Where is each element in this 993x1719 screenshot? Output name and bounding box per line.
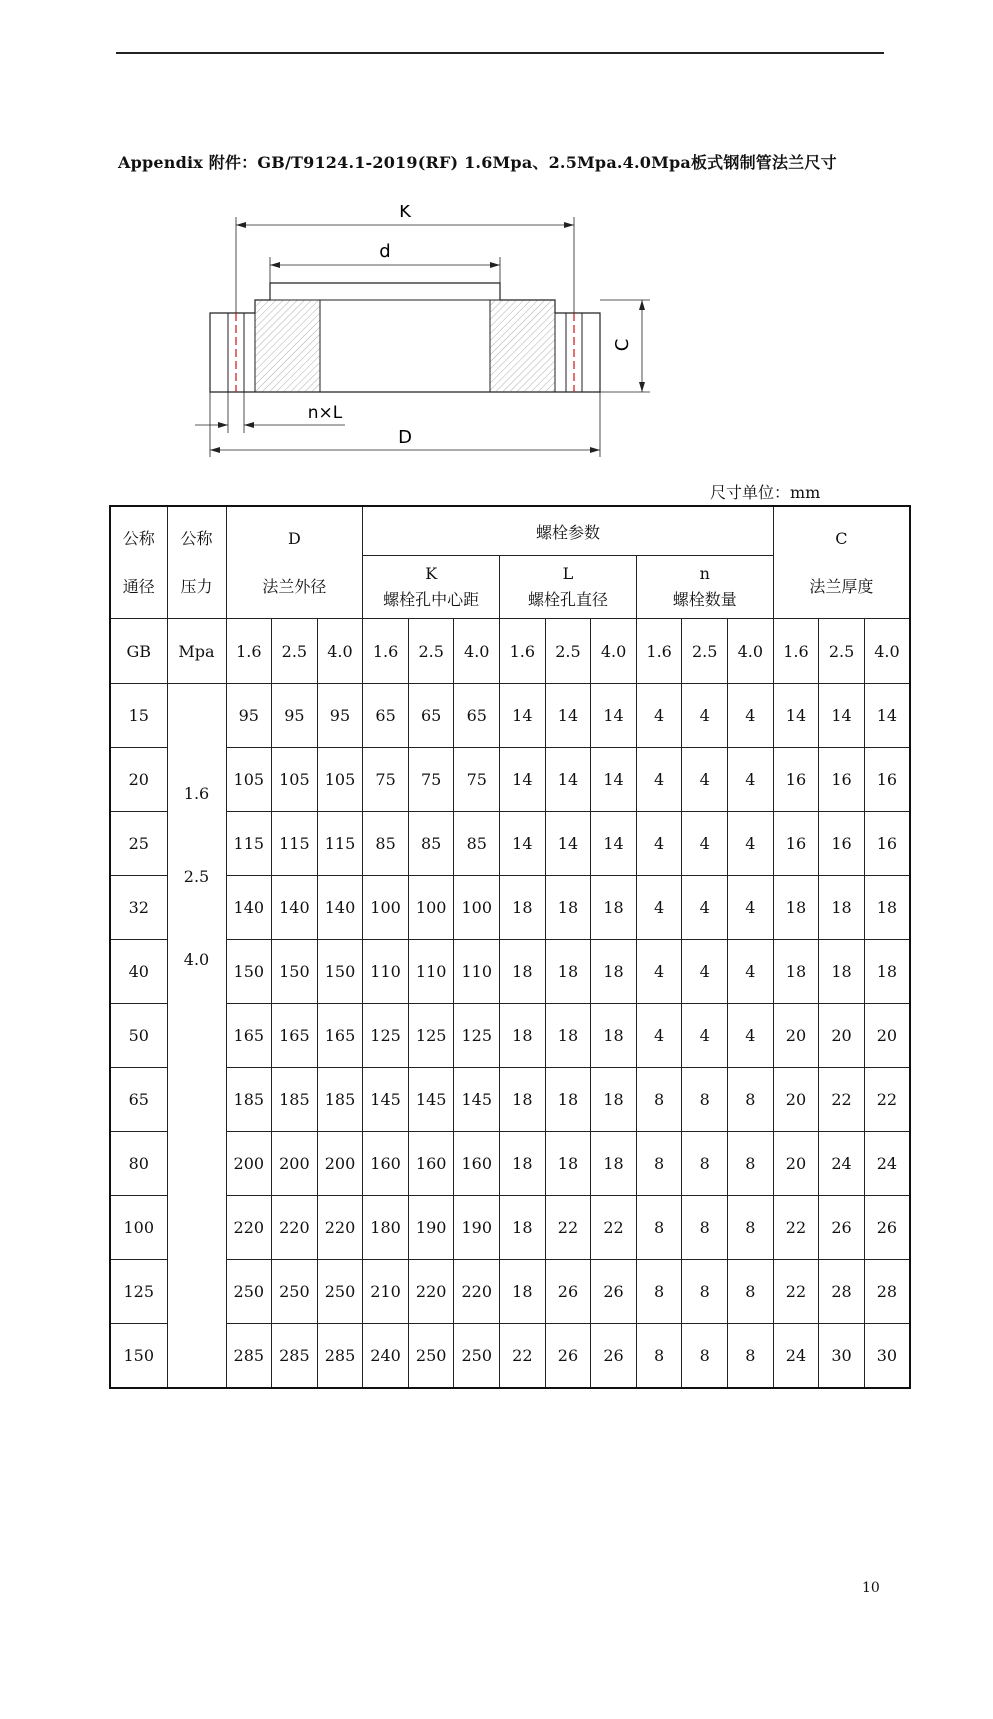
cell-d: 150 [226,940,272,1004]
label-nl: n×L [307,403,343,423]
cell-l: 14 [500,812,546,876]
cell-l: 26 [545,1324,591,1389]
cell-dn: 32 [110,876,167,940]
cell-k: 145 [454,1068,500,1132]
cell-c: 18 [864,876,910,940]
cell-l: 18 [545,876,591,940]
cell-dn: 65 [110,1068,167,1132]
header-nominal-diameter: 公称 通径 [110,506,167,619]
cell-k: 160 [363,1132,409,1196]
cell-k: 125 [408,1004,454,1068]
cell-c: 22 [773,1260,819,1324]
cell-d: 140 [317,876,363,940]
cell-l: 14 [500,748,546,812]
cell-c: 20 [773,1004,819,1068]
cell-c: 22 [864,1068,910,1132]
cell-k: 220 [454,1260,500,1324]
cell-n: 4 [636,876,682,940]
cell-k: 75 [408,748,454,812]
cell-d: 115 [317,812,363,876]
cell-n: 4 [636,684,682,748]
cell-c: 18 [864,940,910,1004]
cell-d: 185 [272,1068,318,1132]
cell-l: 18 [545,940,591,1004]
cell-l: 14 [545,812,591,876]
page-title: Appendix 附件：GB/T9124.1-2019(RF) 1.6Mpa、2.5Mpa.4.0Mpa板式钢制管法兰尺寸 [118,153,837,172]
subheader-k-pressure: 2.5 [408,619,454,684]
flange-dimension-table [109,505,911,1389]
cell-n: 4 [682,684,728,748]
cell-d: 220 [272,1196,318,1260]
cell-d: 150 [272,940,318,1004]
cell-n: 4 [728,684,774,748]
cell-c: 18 [773,876,819,940]
cell-c: 14 [773,684,819,748]
cell-n: 4 [728,876,774,940]
cell-pressure-column [167,684,226,1389]
cell-d: 250 [226,1260,272,1324]
cell-k: 75 [454,748,500,812]
cell-c: 20 [773,1132,819,1196]
cell-k: 65 [454,684,500,748]
cell-l: 22 [500,1324,546,1389]
cell-n: 8 [636,1132,682,1196]
cell-l: 18 [591,1004,637,1068]
cell-d: 140 [226,876,272,940]
cell-k: 220 [408,1260,454,1324]
left-hatch [255,300,320,392]
label-c: C [612,338,633,352]
pressure-value: 2.5 [183,867,210,886]
flange-diagram [180,205,740,465]
cell-d: 220 [317,1196,363,1260]
header-c: C 法兰厚度 [773,506,910,619]
cell-l: 14 [545,684,591,748]
subheader-l-pressure: 1.6 [500,619,546,684]
cell-n: 4 [728,812,774,876]
cell-d: 95 [317,684,363,748]
cell-c: 30 [864,1324,910,1389]
header-bolt-params: 螺栓参数 [363,506,773,556]
cell-d: 185 [226,1068,272,1132]
cell-n: 4 [728,748,774,812]
cell-l: 26 [591,1324,637,1389]
subheader-n-pressure: 1.6 [636,619,682,684]
cell-d: 250 [317,1260,363,1324]
cell-k: 190 [454,1196,500,1260]
cell-n: 4 [682,812,728,876]
cell-dn: 20 [110,748,167,812]
cell-d: 200 [317,1132,363,1196]
subheader-mpa: Mpa [167,619,226,684]
cell-l: 18 [591,1132,637,1196]
cell-c: 14 [819,684,865,748]
cell-k: 110 [363,940,409,1004]
cell-n: 4 [728,1004,774,1068]
cell-c: 20 [864,1004,910,1068]
subheader-n-pressure: 4.0 [728,619,774,684]
cell-c: 28 [819,1260,865,1324]
cell-d: 115 [226,812,272,876]
pressure-value: 1.6 [183,784,210,803]
cell-n: 4 [682,876,728,940]
cell-n: 8 [636,1324,682,1389]
cell-c: 28 [864,1260,910,1324]
cell-l: 26 [591,1260,637,1324]
cell-k: 110 [408,940,454,1004]
cell-k: 145 [363,1068,409,1132]
cell-n: 4 [682,940,728,1004]
cell-l: 18 [591,940,637,1004]
table-row [110,812,910,876]
cell-l: 18 [545,1004,591,1068]
cell-d: 200 [272,1132,318,1196]
cell-n: 8 [636,1260,682,1324]
cell-l: 18 [500,1196,546,1260]
cell-k: 85 [363,812,409,876]
cell-k: 65 [408,684,454,748]
cell-l: 14 [545,748,591,812]
unit-note: 尺寸单位：mm [710,483,821,502]
cell-l: 18 [545,1068,591,1132]
cell-k: 65 [363,684,409,748]
cell-d: 105 [226,748,272,812]
cell-l: 18 [500,1132,546,1196]
header-l: L 螺栓孔直径 [500,556,637,619]
cell-k: 125 [363,1004,409,1068]
cell-d: 165 [317,1004,363,1068]
cell-d: 285 [226,1324,272,1389]
cell-k: 85 [454,812,500,876]
header-nominal-pressure: 公称 压力 [167,506,226,619]
cell-k: 160 [454,1132,500,1196]
cell-n: 8 [728,1132,774,1196]
cell-dn: 50 [110,1004,167,1068]
cell-l: 18 [500,1260,546,1324]
cell-n: 8 [728,1260,774,1324]
subheader-gb: GB [110,619,167,684]
top-rule [116,52,884,54]
cell-l: 14 [591,812,637,876]
header-n: n 螺栓数量 [636,556,773,619]
cell-k: 100 [454,876,500,940]
cell-c: 18 [819,876,865,940]
cell-k: 110 [454,940,500,1004]
header-d: D 法兰外径 [226,506,363,619]
subheader-k-pressure: 4.0 [454,619,500,684]
cell-d: 185 [317,1068,363,1132]
cell-n: 8 [682,1068,728,1132]
subheader-d-pressure: 4.0 [317,619,363,684]
cell-dn: 40 [110,940,167,1004]
cell-l: 18 [591,1068,637,1132]
cell-c: 24 [773,1324,819,1389]
cell-l: 18 [545,1132,591,1196]
subheader-d-pressure: 1.6 [226,619,272,684]
cell-l: 14 [591,748,637,812]
table-row [110,748,910,812]
cell-dn: 15 [110,684,167,748]
header-k: K 螺栓孔中心距 [363,556,500,619]
cell-c: 22 [819,1068,865,1132]
cell-c: 24 [819,1132,865,1196]
label-d: d [379,241,391,262]
cell-d: 105 [272,748,318,812]
cell-d: 285 [272,1324,318,1389]
cell-k: 125 [454,1004,500,1068]
cell-n: 8 [682,1324,728,1389]
cell-l: 14 [500,684,546,748]
cell-c: 20 [773,1068,819,1132]
cell-d: 250 [272,1260,318,1324]
cell-dn: 125 [110,1260,167,1324]
cell-c: 26 [864,1196,910,1260]
cell-d: 165 [226,1004,272,1068]
cell-k: 190 [408,1196,454,1260]
cell-c: 30 [819,1324,865,1389]
cell-l: 22 [545,1196,591,1260]
cell-n: 8 [682,1260,728,1324]
cell-d: 200 [226,1132,272,1196]
table-row [110,1324,910,1389]
cell-k: 100 [408,876,454,940]
cell-n: 4 [636,1004,682,1068]
right-hatch [490,300,555,392]
cell-k: 75 [363,748,409,812]
cell-c: 16 [773,748,819,812]
subheader-c-pressure: 4.0 [864,619,910,684]
subheader-d-pressure: 2.5 [272,619,318,684]
cell-l: 22 [591,1196,637,1260]
cell-dn: 80 [110,1132,167,1196]
cell-c: 14 [864,684,910,748]
table-row [110,1132,910,1196]
cell-c: 16 [819,748,865,812]
page-number: 10 [862,1580,880,1596]
cell-n: 8 [728,1324,774,1389]
cell-k: 250 [408,1324,454,1389]
cell-c: 16 [773,812,819,876]
cell-l: 18 [500,1068,546,1132]
cell-d: 165 [272,1004,318,1068]
cell-n: 8 [728,1196,774,1260]
subheader-l-pressure: 2.5 [545,619,591,684]
cell-d: 150 [317,940,363,1004]
label-k: K [399,205,411,222]
cell-l: 18 [591,876,637,940]
cell-k: 180 [363,1196,409,1260]
cell-l: 26 [545,1260,591,1324]
cell-dn: 25 [110,812,167,876]
table-row [110,1196,910,1260]
cell-k: 210 [363,1260,409,1324]
cell-dn: 100 [110,1196,167,1260]
cell-n: 4 [636,748,682,812]
cell-c: 20 [819,1004,865,1068]
table-row [110,940,910,1004]
table-row [110,1004,910,1068]
cell-k: 100 [363,876,409,940]
cell-c: 22 [773,1196,819,1260]
label-d-outer: D [398,427,412,448]
cell-n: 4 [636,812,682,876]
cell-d: 105 [317,748,363,812]
cell-n: 8 [728,1068,774,1132]
cell-n: 8 [682,1196,728,1260]
cell-dn: 150 [110,1324,167,1389]
cell-c: 18 [819,940,865,1004]
cell-l: 14 [591,684,637,748]
cell-c: 26 [819,1196,865,1260]
cell-d: 140 [272,876,318,940]
subheader-n-pressure: 2.5 [682,619,728,684]
table-row [110,876,910,940]
subheader-l-pressure: 4.0 [591,619,637,684]
cell-k: 250 [454,1324,500,1389]
table-row [110,1068,910,1132]
pressure-value: 4.0 [183,950,210,969]
cell-c: 16 [819,812,865,876]
cell-d: 220 [226,1196,272,1260]
cell-n: 4 [636,940,682,1004]
cell-k: 160 [408,1132,454,1196]
cell-c: 24 [864,1132,910,1196]
cell-d: 95 [272,684,318,748]
cell-d: 285 [317,1324,363,1389]
cell-l: 18 [500,876,546,940]
cell-d: 95 [226,684,272,748]
cell-n: 8 [636,1196,682,1260]
subheader-c-pressure: 2.5 [819,619,865,684]
cell-l: 18 [500,1004,546,1068]
cell-c: 18 [773,940,819,1004]
cell-l: 18 [500,940,546,1004]
table-row [110,684,910,748]
cell-n: 4 [682,1004,728,1068]
cell-n: 4 [728,940,774,1004]
cell-c: 16 [864,748,910,812]
cell-c: 16 [864,812,910,876]
cell-n: 8 [682,1132,728,1196]
table-row [110,1260,910,1324]
cell-k: 240 [363,1324,409,1389]
cell-n: 8 [636,1068,682,1132]
subheader-k-pressure: 1.6 [363,619,409,684]
cell-k: 145 [408,1068,454,1132]
cell-n: 4 [682,748,728,812]
cell-d: 115 [272,812,318,876]
cell-k: 85 [408,812,454,876]
subheader-c-pressure: 1.6 [773,619,819,684]
